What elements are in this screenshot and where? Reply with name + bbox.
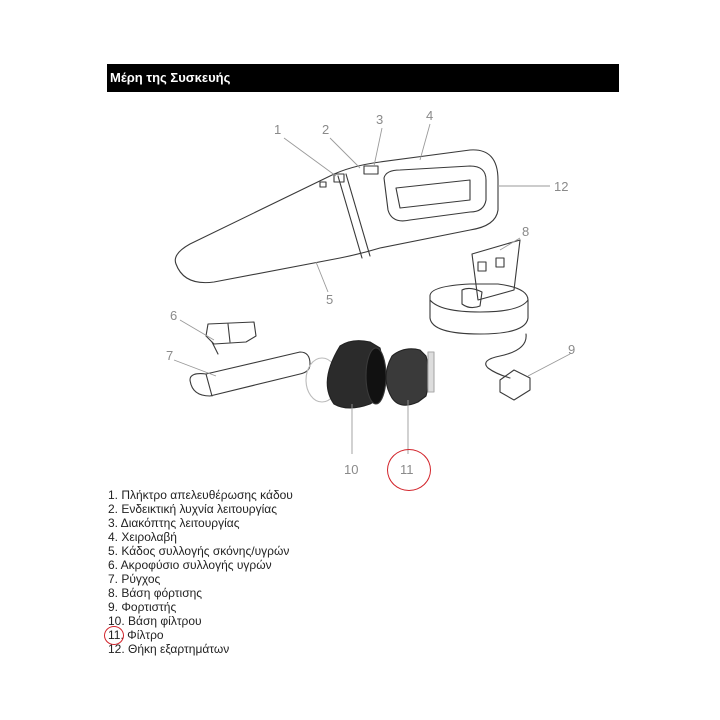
callout-6: 6 <box>170 308 178 323</box>
callout-12: 12 <box>554 179 569 194</box>
callout-1: 1 <box>274 122 282 137</box>
highlight-ring-legend-11 <box>104 626 124 645</box>
callout-3: 3 <box>376 112 384 127</box>
crevice-nozzle <box>190 352 310 396</box>
charger-plug <box>500 370 530 400</box>
callout-9: 9 <box>568 342 576 357</box>
vacuum-body <box>175 150 498 283</box>
legend-item: 2. Ενδεικτική λυχνία λειτουργίας <box>108 502 278 516</box>
callout-2: 2 <box>322 122 330 137</box>
wet-nozzle <box>206 322 256 344</box>
legend-item: 4. Χειρολαβή <box>108 530 177 544</box>
legend-item: 11. Φίλτρο <box>108 628 164 642</box>
section-title: Μέρη της Συσκευής <box>107 64 619 92</box>
callout-10: 10 <box>344 462 359 477</box>
legend-item: 9. Φορτιστής <box>108 600 177 614</box>
callout-7: 7 <box>166 348 174 363</box>
callout-4: 4 <box>426 108 434 123</box>
legend-item: 5. Κάδος συλλογής σκόνης/υγρών <box>108 544 290 558</box>
legend-item: 6. Ακροφύσιο συλλογής υγρών <box>108 558 272 572</box>
legend-item: 1. Πλήκτρο απελευθέρωσης κάδου <box>108 488 293 502</box>
filter <box>386 349 429 405</box>
highlight-ring-callout-11 <box>387 449 431 491</box>
parts-legend <box>108 488 293 656</box>
legend-item: 7. Ρύγχος <box>108 572 161 586</box>
callout-8: 8 <box>522 224 530 239</box>
legend-item: 8. Βάση φόρτισης <box>108 586 203 600</box>
legend-item: 12. Θήκη εξαρτημάτων <box>108 642 230 656</box>
vacuum-handle <box>384 166 486 221</box>
legend-item: 3. Διακόπτης λειτουργίας <box>108 516 240 530</box>
legend-item: 10. Βάση φίλτρου <box>108 614 202 628</box>
callout-5: 5 <box>326 292 334 307</box>
callout-11: 11 <box>400 462 414 477</box>
charger-cable <box>486 334 526 378</box>
